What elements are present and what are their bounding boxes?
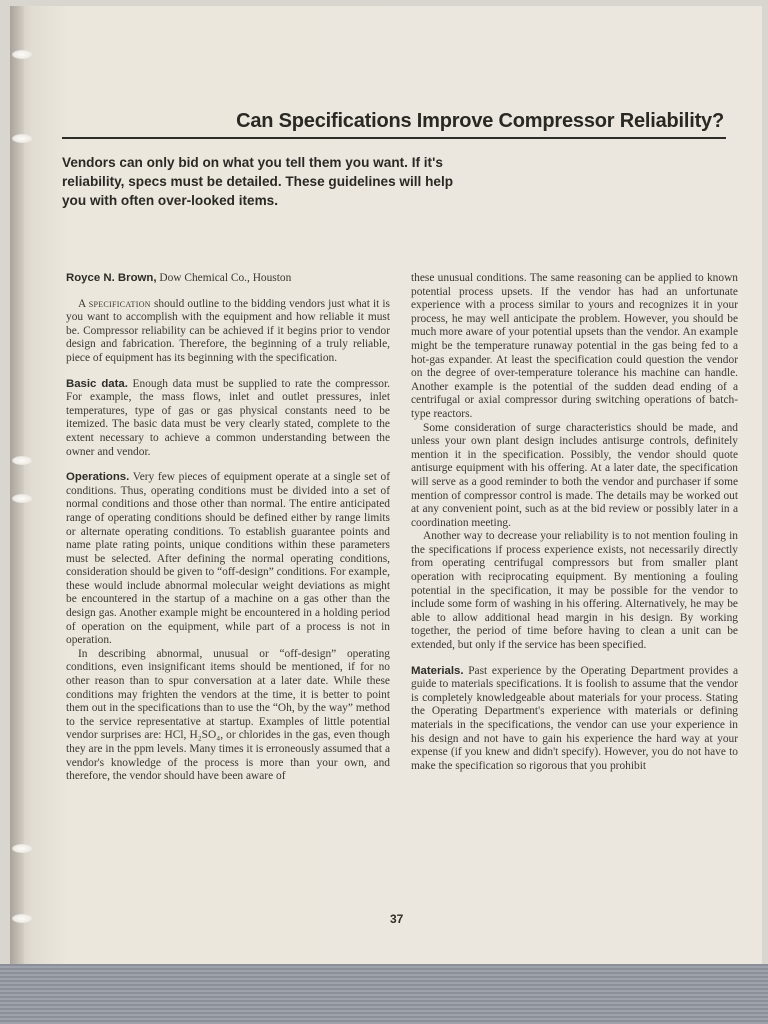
article-title: Can Specifications Improve Compressor Reliability? — [236, 110, 724, 132]
author-name: Royce N. Brown, — [66, 272, 157, 284]
title-rule — [62, 137, 726, 139]
right-column — [411, 272, 738, 773]
punch-hole — [12, 456, 32, 465]
basic-data-heading: Basic data. — [66, 377, 128, 390]
surge-paragraph: Some consideration of surge characteristics should be made, and unless your own plant design includes antisurge controls, definitely mention it in the specification. Possibly, the vendor should quote antisurge equipment with his offering. At a later date, the specification will serve as a good reminder to both the vendor and purchaser if some mention of compressor control is made. The details may be worked out at any convenient point, such as at the bid review or possibly later in a coordination meeting. — [411, 421, 738, 529]
operations-paragraph-2: In describing abnormal, unusual or “off-design” operating conditions, even insignificant items should be mentioned, if for no other reason than to spur conversation at a later date. While these conditions may frighten the vendors at the time, it is better to point them out in the specifications than to use the “Oh, by the way” method to the service representative at startup. Examples of little potential vendor surprises are: HCl, H₂SO₄, or chlorides in the gas, even though they are in the ppm levels. Many times it is erroneously assumed that a vendor's knowledge of the process is more than your own, and therefore, the vendor should have been aware of — [66, 647, 390, 783]
background-surface — [0, 964, 768, 1024]
punch-hole — [12, 494, 32, 503]
page-number: 37 — [390, 912, 404, 926]
intro-paragraph — [66, 298, 390, 366]
materials-text: Past experience by the Operating Department provides a guide to materials specifications. It is foolish to assume that the vendor is completely knowledgeable about materials for your process. Stating the Operating Department's experience with materials or defining materials in the specifications, the vendor can use your experience in his design and not have to gain his experience the hard way at your expense (if you knew and didn't specify). However, you do not have to make the specification so rigorous that you prohibit — [411, 664, 738, 772]
fouling-paragraph: Another way to decrease your reliability is to not mention fouling in the specifications if process experience exists, not necessarily directly from operating centrifugal compressors but from smaller plant operation with reciprocating equipment. By mentioning a fouling potential in the specification, it may be possible for the vendor to include some form of washing in his offering. Alternatively, he may be able to allow additional head margin in his design. By working together, the period of time before having to clean a unit can be extended, but only if the service has been specified. — [411, 530, 738, 652]
intro-lead-word: A — [78, 297, 86, 310]
article-deck: Vendors can only bid on what you tell them you want. If it's reliability, specs must be detailed. These guidelines will help you with often over-looked items. — [62, 155, 454, 208]
operations-heading: Operations. — [66, 471, 130, 484]
byline — [66, 272, 390, 286]
operations-paragraph — [66, 471, 390, 648]
punch-hole — [12, 134, 32, 143]
operations-text: Very few pieces of equipment operate at a single set of conditions. Thus, operating conditions must be divided into a set of normal conditions and those other than normal. The entire anticipated range of operating conditions should be defined either by range limits or alternate operating conditions. To establish guarantee points and name plate rating points, unique conditions within these parameters must be selected. After defining the normal operating conditions, consideration should be given to “off-design” conditions. For example, these would include abnormal molecular weight deviations as might be encountered in the startup of a machine on a gas other than the design gas. Another example might be encountered in a holding period of operation on the equipment, while part of a process is not in operation. — [66, 471, 390, 647]
magazine-page — [10, 6, 762, 964]
intro-small-caps: specification — [88, 297, 151, 310]
punch-hole — [12, 50, 32, 59]
punch-hole — [12, 914, 32, 923]
materials-heading: Materials. — [411, 664, 464, 677]
basic-data-text: Enough data must be supplied to rate the compressor. For example, the mass flows, inlet and outlet pressures, inlet temperatures, type of gas or gas physical constants need to be itemized. The basic data must be very clearly stated, complete to the extent necessary to achieve a common understanding between the owner and vendor. — [66, 377, 390, 458]
punch-hole — [12, 844, 32, 853]
continued-paragraph: these unusual conditions. The same reasoning can be applied to known potential process upsets. If the vendor has had an unfortunate experience with a process similar to yours and recognizes it in your process, he may well anticipate the problem. However, you should be much more aware of your potential upsets than the vendor. An example might be the temperature runaway potential in the gas being fed to a hot-gas expander. At least the specification could question the vendor on the degree of over-temperature tolerance his machine can handle. Another example is the potential of the sudden dead ending of a centrifugal or axial compressor during switching operations of batch-type reactors. — [411, 272, 738, 420]
intro-text: should outline to the bidding vendors just what it is you want to accomplish with the equipment and how reliable it must be. Compressor reliability can be achieved if it begins prior to vendor design and fabrication. Therefore, the beginning of a truly reliable, piece of equipment has its beginning with the specification. — [66, 297, 390, 364]
materials-paragraph — [411, 665, 738, 774]
binding-edge — [10, 6, 24, 964]
left-column — [66, 272, 390, 784]
basic-data-paragraph — [66, 378, 390, 460]
author-affiliation: Dow Chemical Co., Houston — [156, 272, 292, 284]
